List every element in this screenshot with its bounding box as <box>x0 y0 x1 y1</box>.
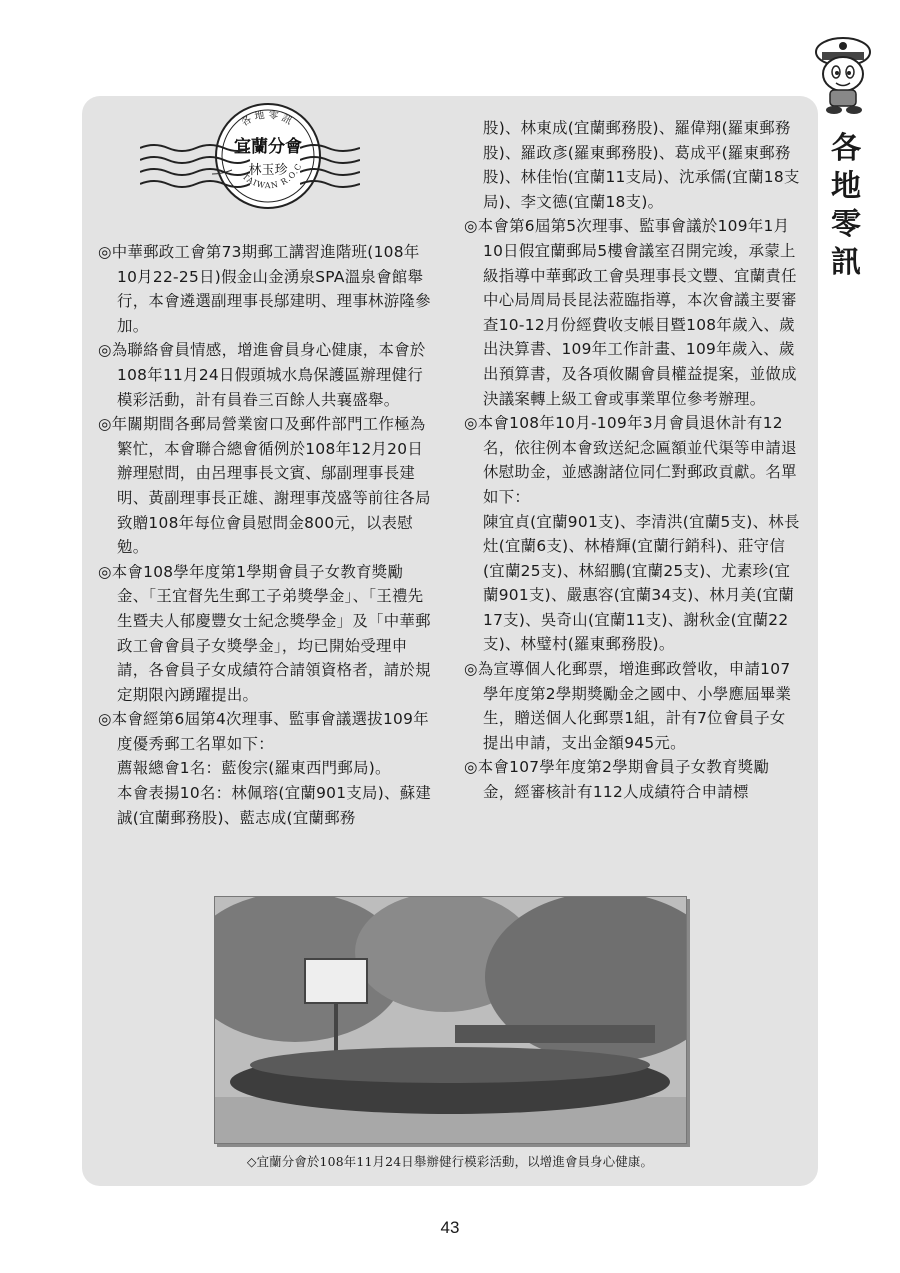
right-column <box>464 116 800 805</box>
mascot-icon <box>808 30 878 116</box>
group-photo-illustration <box>215 897 686 1143</box>
news-item: ◎為聯絡會員情感，增進會員身心健康，本會於108年11月24日假頭城水鳥保護區辦理健行模彩活動，計有員眷三百餘人共襄盛舉。 <box>98 341 426 409</box>
news-item: ◎本會經第6屆第4次理事、監事會議選拔109年度優秀郵工名單如下： <box>98 710 429 753</box>
news-item: ◎為宣導個人化郵票，增進郵政營收，申請107學年度第2學期獎勵金之國中、小學應屆畢業生，贈送個人化郵票1組，計有7位會員子女提出申請，支出金額945元。 <box>464 660 792 752</box>
news-item-continuation: 股)、林東成(宜蘭郵務股)、羅偉翔(羅東郵務股)、羅政彥(羅東郵務股)、葛成平(羅東郵務股)、林佳怡(宜蘭11支局)、沈承儒(宜蘭18支局)、李文德(宜蘭18支)。 <box>483 119 800 211</box>
news-item: ◎年關期間各郵局營業窗口及郵件部門工作極為繁忙，本會聯合總會循例於108年12月20日辦理慰問，由呂理事長文賓、鄔副理事長建明、黃副理事長正雄、謝理事茂盛等前往各局致贈108年每位會員慰問金800元，以表慰勉。 <box>98 415 431 557</box>
news-item-continuation: 陳宜貞(宜蘭901支)、李清洪(宜蘭5支)、林長灶(宜蘭6支)、林椿輝(宜蘭行銷科)、莊守信(宜蘭25支)、林紹鵬(宜蘭25支)、尤素珍(宜蘭901支)、嚴惠容(宜蘭34支)、林月美(宜蘭17支)、吳奇山(宜蘭11支)、謝秋金(宜蘭22支)、林璧村(羅東郵務股)。 <box>483 512 800 654</box>
section-title-char: 訊 <box>831 245 861 280</box>
stamp-title: 宜蘭分會 <box>234 137 302 157</box>
news-item: ◎本會108學年度第1學期會員子女教育獎勵金、「王宜督先生郵工子弟獎學金」、「王禮先生暨夫人郁慶豐女士紀念獎學金」及「中華郵政工會會員子女獎學金」，均已開始受理申請，各會員子女成績符合請領資格者，請於規定期限內踴躍提出。 <box>98 562 431 704</box>
page-number: 43 <box>440 1218 460 1237</box>
news-item: ◎中華郵政工會第73期郵工講習進階班(108年10月22-25日)假金山金湧泉SPA溫泉會館舉行，本會遴選副理事長鄔建明、理事林游隆參加。 <box>98 243 431 335</box>
left-column <box>98 240 434 830</box>
news-item: ◎本會108年10月-109年3月會員退休計有12名，依往例本會致送紀念匾額並代渠等申請退休慰助金，並感謝諸位同仁對郵政貢獻。名單如下： <box>464 414 797 506</box>
section-title-vertical <box>826 130 866 282</box>
stamp-country: TAIWAN R.O.C <box>240 161 304 191</box>
stamp-author: 林玉珍 <box>248 163 288 178</box>
section-title-char: 地 <box>831 169 861 204</box>
stamp-arc-text: 各地零訊 <box>239 109 297 129</box>
news-item-continuation: 薦報總會1名：藍俊宗(羅東西門郵局)。 <box>117 759 391 778</box>
news-item: ◎本會第6屆第5次理事、監事會議於109年1月10日假宜蘭郵局5樓會議室召開完竣，承蒙上級指導中華郵政工會吳理事長文豐、宜蘭責任中心局周局長昆法蒞臨指導，本次會議主要審查10-12月份經費收支帳目暨108年歲入、歲出決算書、109年工作計畫、109年歲入、歲出預算書，及各項攸關會員權益提案，並做成決議案轉上級工會或事業單位參考辦理。 <box>464 217 797 408</box>
postmark-lines-right <box>300 140 360 190</box>
postmark-lines-left <box>140 140 250 190</box>
section-title-char: 各 <box>831 131 861 166</box>
news-item: ◎本會107學年度第2學期會員子女教育獎勵金，經審核計有112人成績符合申請標 <box>464 758 770 802</box>
photo-caption: ◇宜蘭分會於108年11月24日舉辦健行模彩活動，以增進會員身心健康。 <box>246 1154 654 1169</box>
news-item-continuation: 本會表揚10名：林佩瑢(宜蘭901支局)、蘇建誠(宜蘭郵務股)、藍志成(宜蘭郵務 <box>117 784 432 827</box>
section-title-char: 零 <box>831 207 861 242</box>
group-photo <box>214 896 687 1144</box>
